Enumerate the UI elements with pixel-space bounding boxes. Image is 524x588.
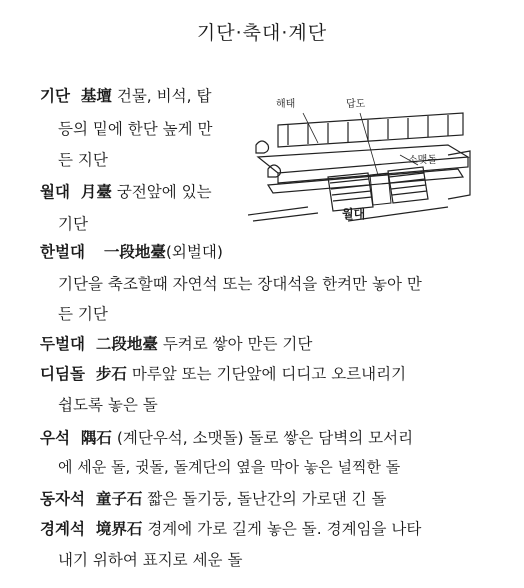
entry-term: 디딤돌 <box>40 365 85 383</box>
entry-text: 기단을 축조할때 자연석 또는 장대석을 한켜만 놓아 만 <box>58 275 422 293</box>
entry-gyeonggyeseok <box>40 517 421 539</box>
entry-hanja: 月臺 <box>80 183 112 201</box>
entry-text: 경계에 가로 길게 놓은 돌. 경계임을 나타 <box>147 520 422 538</box>
entry-hanja: 二段地臺 <box>95 335 158 353</box>
entry-woldae <box>40 180 212 202</box>
entry-text: 쉽도록 놓은 돌 <box>58 396 158 414</box>
entry-text: 두켜로 쌓아 만든 기단 <box>162 335 313 353</box>
entry-term: 우석 <box>40 429 70 447</box>
entry-text: 든 기단 <box>58 305 108 323</box>
entry-useok <box>40 426 413 448</box>
figure-label-haetae: 해태 <box>276 99 296 110</box>
entry-text: 짧은 돌기둥, 돌난간의 가로댄 긴 돌 <box>147 490 387 508</box>
entry-term: 두벌대 <box>40 335 85 353</box>
entry-hanja: 一段地臺 <box>103 243 166 261</box>
entry-hanja: 境界石 <box>95 520 143 538</box>
entry-didimdol <box>40 362 406 384</box>
entry-text: (계단우석, 소맷돌) 돌로 쌓은 담벽의 모서리 <box>116 429 414 447</box>
entry-dongjaseok <box>40 487 387 509</box>
page-title: 기단·축대·계단 <box>196 22 328 44</box>
entry-gidan <box>40 84 211 106</box>
entry-hanja: 基壇 <box>80 87 112 105</box>
entry-text: 궁전앞에 있는 <box>116 183 212 201</box>
entry-text: 마루앞 또는 기단앞에 디디고 오르내리기 <box>131 365 407 383</box>
entry-term: 동자석 <box>40 490 85 508</box>
entry-term: 한벌대 <box>40 243 85 261</box>
entry-text: 등의 밑에 한단 높게 만 <box>58 120 213 138</box>
figure-label-dapdo: 답도 <box>346 99 366 110</box>
entry-term: 경계석 <box>40 520 85 538</box>
figure-label-somaetdol: 소맷돌 <box>408 155 437 166</box>
entry-hanja: 步石 <box>95 365 127 383</box>
entry-text: 건물, 비석, 탑 <box>116 87 212 105</box>
entry-text: 기단 <box>58 215 88 233</box>
entry-hanbeoldae <box>40 240 223 262</box>
entry-text: 든 지단 <box>58 151 108 169</box>
figure-caption: 월대 <box>342 207 366 221</box>
entry-text: 에 세운 돌, 귓돌, 돌계단의 옆을 막아 놓은 널찍한 돌 <box>58 458 401 476</box>
entry-hanja: 童子石 <box>95 490 143 508</box>
entry-term: 월대 <box>40 183 70 201</box>
entry-text: (외벌대) <box>165 243 223 261</box>
entry-dubeoldae <box>40 332 312 354</box>
entry-term: 기단 <box>40 87 70 105</box>
entry-hanja: 隅石 <box>80 429 112 447</box>
entry-text: 내기 위하여 표지로 세운 돌 <box>58 551 243 569</box>
